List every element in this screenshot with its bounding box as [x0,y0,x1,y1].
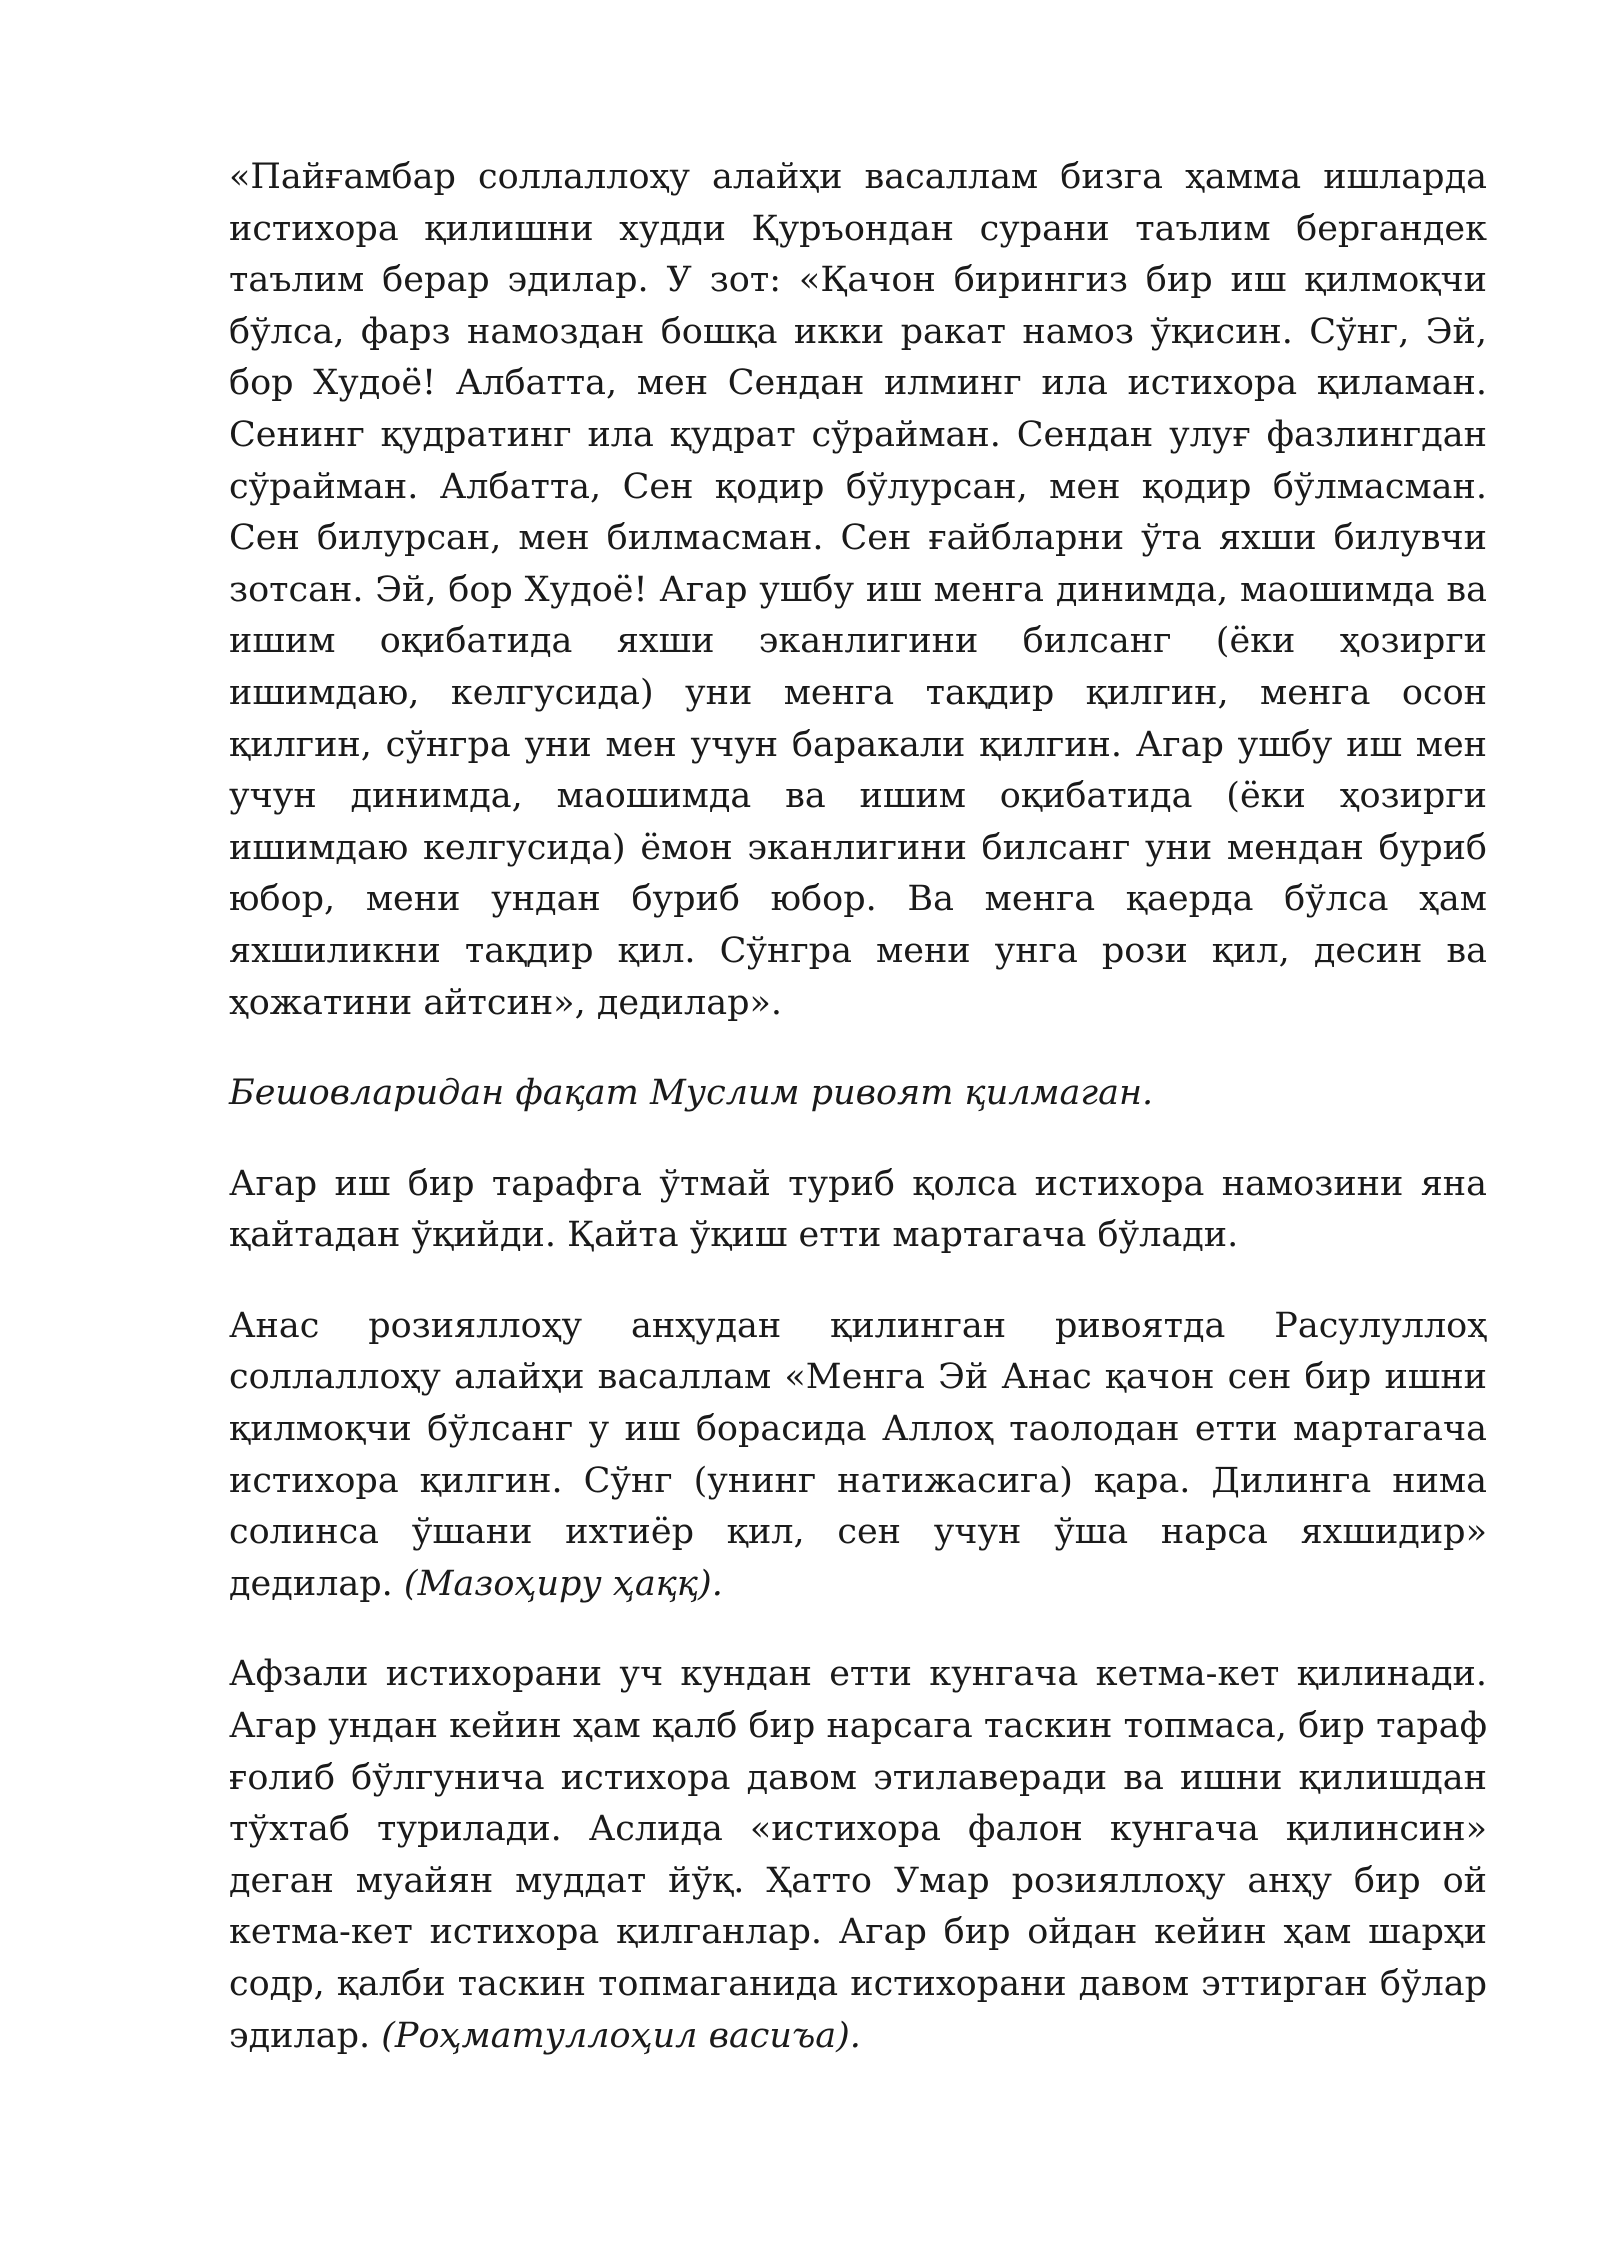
paragraph-duration-text: Афзали истихорани уч кундан етти кунгача кетма-кет қилинади. Агар ундан кейин ҳам қалб бир нарсага таскин топмаса, бир тараф ғолиб бўлгунича истихора давом этилаверади ва ишни қилишдан тўхтаб турилади. Аслида «истихора фалон кунгача қилинсин» деган муайян муддат йўқ. Ҳатто Умар розияллоҳу анҳу бир ой кетма-кет истихора қилганлар. Агар бир ойдан кейин ҳам шарҳи содр, қалби таскин топмаганида истихорани давом эттирган бўлар эдилар. [229,1654,1487,2056]
paragraph-anas [229,1301,1487,1611]
paragraph-narration-note [229,1068,1487,1120]
paragraph-anas-reference: (Мазоҳиру ҳаққ). [403,1563,723,1604]
paragraph-anas-text: Анас розияллоҳу анҳудан қилинган ривоятда Расулуллоҳ соллаллоҳу алайҳи васаллам «Менга Эй Анас қачон сен бир ишни қилмоқчи бўлсанг у иш борасида Аллоҳ таолодан етти мартагача истихора қилгин. Сўнг (унинг натижасига) қара. Дилинга нима солинса ўшани ихтиёр қил, сен учун ўша нарса яхшидир» дедилар. [229,1305,1487,1604]
paragraph-duration-reference: (Роҳматуллоҳил васиъа). [381,2015,861,2056]
document-page [229,152,1487,2101]
paragraph-repeat [229,1159,1487,1262]
paragraph-narration-note-text: Бешовларидан фақат Муслим ривоят қилмаган. [229,1073,1154,1114]
paragraph-repeat-text: Агар иш бир тарафга ўтмай туриб қолса истихора намозини яна қайтадан ўқийди. Қайта ўқиш етти мартагача бўлади. [229,1163,1487,1256]
paragraph-hadith-text: «Пайғамбар соллаллоҳу алайҳи васаллам бизга ҳамма ишларда истихора қилишни худди Қуръондан сурани таълим бергандек таълим берар эдилар. У зот: «Қачон бирингиз бир иш қилмоқчи бўлса, фарз намоздан бошқа икки ракат намоз ўқисин. Сўнг, Эй, бор Худоё! Албатта, мен Сендан илминг ила истихора қиламан. Сенинг қудратинг ила қудрат сўрайман. Сендан улуғ фазлингдан сўрайман. Албатта, Сен қодир бўлурсан, мен қодир бўлмасман. Сен билурсан, мен билмасман. Сен ғайбларни ўта яхши билувчи зотсан. Эй, бор Худоё! Агар ушбу иш менга динимда, маошимда ва ишим оқибатида яхши эканлигини билсанг (ёки ҳозирги ишимдаю, келгусида) уни менга тақдир қилгин, менга осон қилгин, сўнгра уни мен учун баракали қилгин. Агар ушбу иш мен учун динимда, маошимда ва ишим оқибатида (ёки ҳозирги ишимдаю келгусида) ёмон эканлигини билсанг уни мендан буриб юбор, мени ундан буриб юбор. Ва менга қаерда бўлса ҳам яхшиликни тақдир қил. Сўнгра мени унга рози қил, десин ва ҳожатини айтсин», дедилар». [229,157,1487,1023]
paragraph-duration [229,1649,1487,2062]
paragraph-hadith [229,152,1487,1029]
